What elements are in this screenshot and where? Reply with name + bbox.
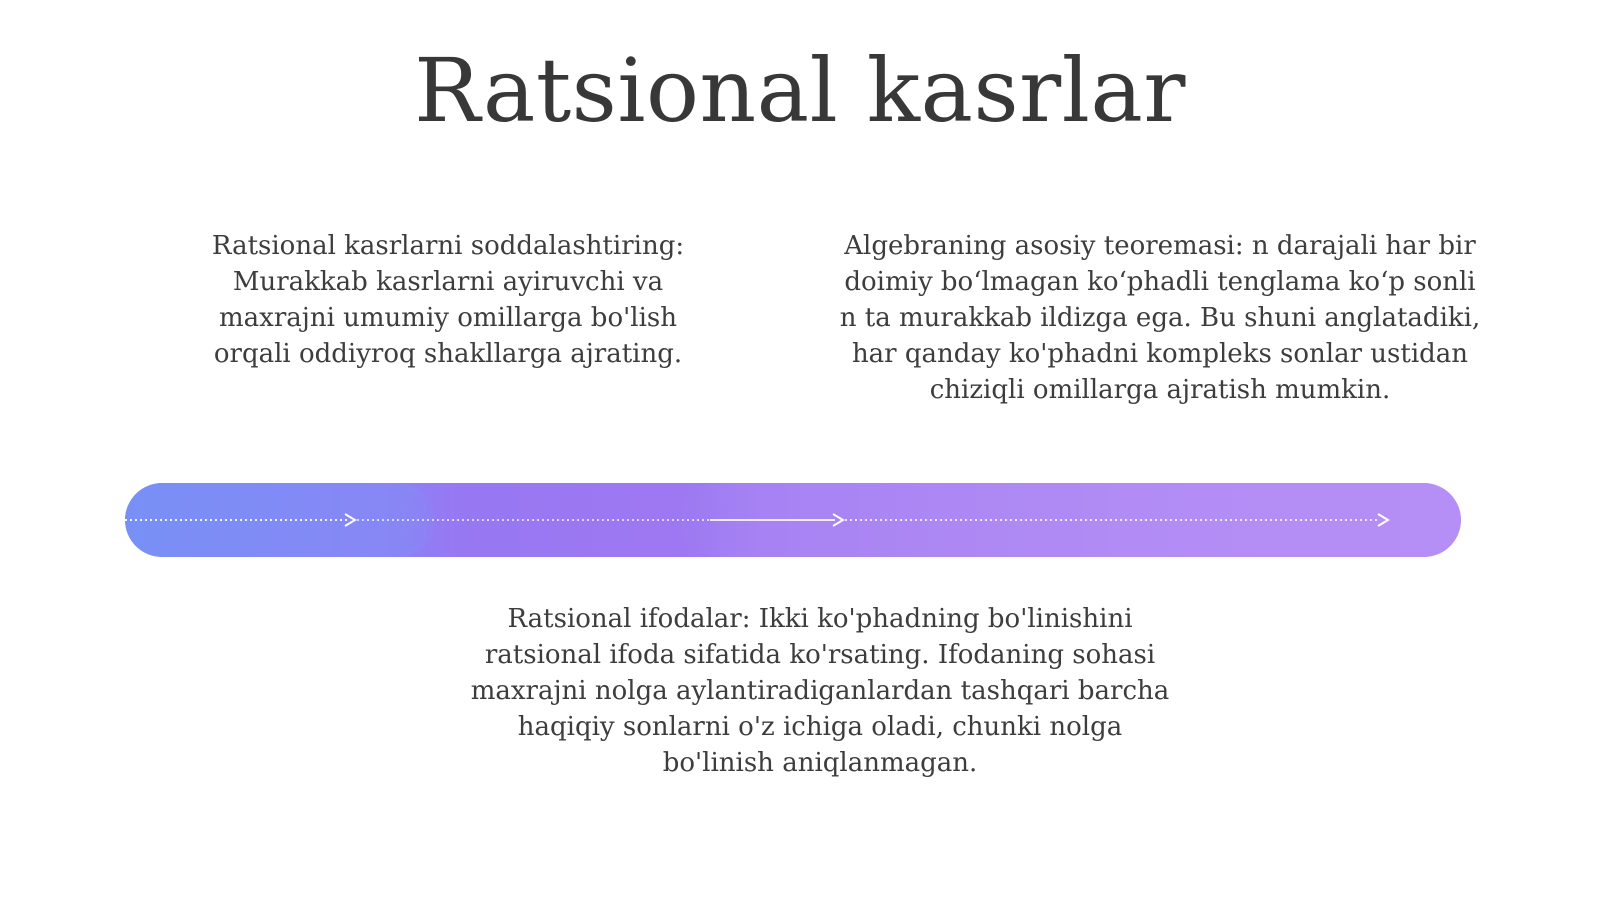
text-block-simplify: Ratsional kasrlarni soddalashtiring: Murakkab kasrlarni ayiruvchi va maxrajni umumiy omillarga bo'lish orqali oddiyroq shakllarga ajrating. [211,231,685,369]
slide-title: Ratsional kasrlar [414,39,1186,142]
timeline-bar [125,483,1461,557]
timeline-arrows [125,483,1461,557]
text-block-rational-expressions: Ratsional ifodalar: Ikki ko'phadning bo'linishini ratsional ifoda sifatida ko'rsating. Ifodaning sohasi maxrajni nolga aylantiradiganlardan tashqari barcha haqiqiy sonlarni o'z ichiga oladi, chunki nolga bo'linish aniqlanmagan. [470,604,1170,778]
text-block-fundamental-theorem: Algebraning asosiy teoremasi: n darajali har bir doimiy bo‘lmagan ko‘phadli tenglama ko‘p sonli n ta murakkab ildizga ega. Bu shuni anglatadiki, har qanday ko'phadni kompleks sonlar ustidan chiziqli omillarga ajratish mumkin. [839,231,1481,405]
timeline-arrow-3-icon [1378,514,1388,526]
